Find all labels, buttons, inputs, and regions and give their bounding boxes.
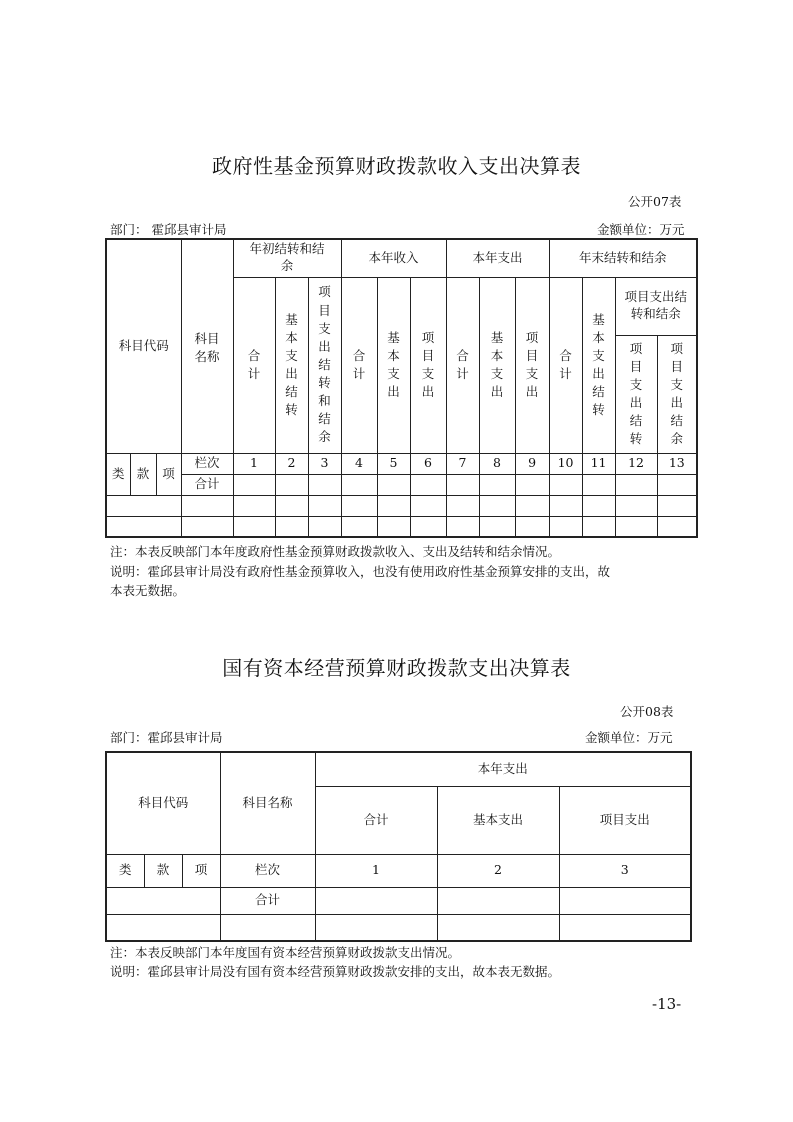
t07-begin-project-carry-bal: 项目支出结转和结余: [308, 277, 341, 453]
t07-end-project-carry: 项目支出结转: [615, 335, 657, 453]
t07-col-num: 9: [515, 453, 549, 474]
t08-explanation: 说明：霍邱县审计局没有国有资本经营预算财政拨款安排的支出，故本表无数据。: [110, 964, 561, 979]
t07-col-num: 6: [410, 453, 446, 474]
t07-expense-basic: 基本支出: [479, 277, 515, 453]
t07-col-num: 8: [479, 453, 515, 474]
t08-title: 国有资本经营预算财政拨款支出决算表: [222, 656, 571, 680]
t07-table: [105, 238, 698, 538]
t07-begin-total: 合计: [233, 277, 275, 453]
t08-col-num: 2: [437, 854, 559, 887]
t07-col-num: 7: [446, 453, 479, 474]
page-number: -13-: [652, 995, 682, 1013]
t08-dept: 部门：霍邱县审计局: [110, 730, 223, 745]
t08-col-num: 1: [315, 854, 437, 887]
t07-code: 公开07表: [628, 194, 682, 209]
t07-expense-total: 合计: [446, 277, 479, 453]
t07-dept: 部门： 霍邱县审计局: [110, 222, 227, 237]
t08-empty-row: [106, 914, 691, 941]
t07-income-basic: 基本支出: [377, 277, 410, 453]
t08-xiang: 项: [182, 854, 220, 887]
t07-head-end: 年末结转和结余: [549, 239, 697, 277]
t08-head-expense: 本年支出: [315, 752, 691, 786]
t07-col-num: 11: [582, 453, 615, 474]
t08-col-num: 3: [559, 854, 691, 887]
t07-col-num: 2: [275, 453, 308, 474]
t07-title: 政府性基金预算财政拨款收入支出决算表: [212, 154, 581, 178]
t08-head-basic: 基本支出: [437, 786, 559, 854]
t07-col-num: 10: [549, 453, 582, 474]
t07-row-col: 栏次: [181, 453, 233, 474]
t08-row-col: 栏次: [220, 854, 315, 887]
t07-note: 注：本表反映部门本年度政府性基金预算财政拨款收入、支出及结转和结余情况。: [110, 544, 561, 559]
t07-head-begin: 年初结转和结余: [233, 239, 341, 277]
t07-explanation: 说明：霍邱县审计局没有政府性基金预算收入，也没有使用政府性基金预算安排的支出，故: [110, 564, 611, 579]
t07-head-income: 本年收入: [341, 239, 446, 277]
t07-head-subject-code: 科目代码: [106, 239, 181, 453]
t07-col-num: 12: [615, 453, 657, 474]
t08-code: 公开08表: [620, 704, 674, 719]
t07-head-subject-name: 科目名称: [181, 239, 233, 453]
t07-end-project-bal: 项目支出结余: [657, 335, 697, 453]
t07-col-num: 13: [657, 453, 697, 474]
t07-end-basic-carry: 基本支出结转: [582, 277, 615, 453]
t07-begin-basic-carry: 基本支出结转: [275, 277, 308, 453]
t07-col-num: 3: [308, 453, 341, 474]
t07-empty-row: [106, 516, 697, 537]
t07-kuan: 款: [130, 453, 156, 495]
t08-head-project: 项目支出: [559, 786, 691, 854]
t08-row-total: 合计: [220, 887, 315, 914]
t07-col-num: 5: [377, 453, 410, 474]
t07-xiang: 项: [156, 453, 181, 495]
t08-head-subject-code: 科目代码: [106, 752, 220, 854]
t07-expense-project: 项目支出: [515, 277, 549, 453]
t08-lei: 类: [106, 854, 144, 887]
t07-lei: 类: [106, 453, 130, 495]
t08-table: [105, 751, 692, 942]
t07-empty-row: [106, 495, 697, 516]
t07-end-project-group: 项目支出结转和结余: [615, 277, 697, 335]
t07-row-total: 合计: [181, 474, 233, 495]
t07-end-total: 合计: [549, 277, 582, 453]
t08-kuan: 款: [144, 854, 182, 887]
t07-income-project: 项目支出: [410, 277, 446, 453]
t08-head-subject-name: 科目名称: [220, 752, 315, 854]
t07-income-total: 合计: [341, 277, 377, 453]
t08-head-total: 合计: [315, 786, 437, 854]
t07-col-num: 4: [341, 453, 377, 474]
t07-unit: 金额单位：万元: [597, 222, 685, 237]
t08-note: 注：本表反映部门本年度国有资本经营预算财政拨款支出情况。: [110, 945, 461, 960]
t07-col-num: 1: [233, 453, 275, 474]
t08-unit: 金额单位：万元: [585, 730, 673, 745]
t07-head-expense: 本年支出: [446, 239, 549, 277]
t07-explanation-cont: 本表无数据。: [110, 583, 186, 598]
